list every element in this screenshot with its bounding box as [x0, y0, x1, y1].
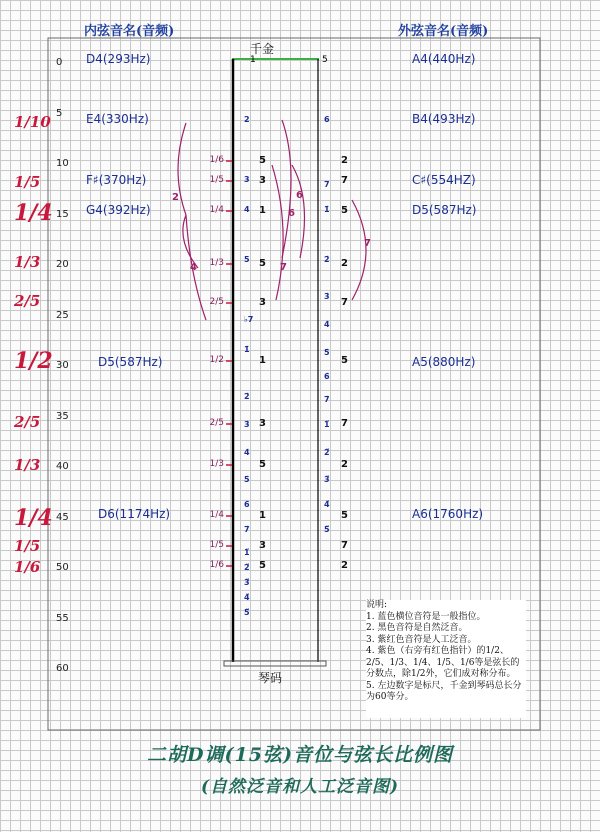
- outer-string-note: 7: [324, 180, 330, 189]
- inner-string-note: 2̇: [244, 392, 250, 401]
- outer-string-note: 1̈: [324, 420, 330, 429]
- harmonic-mark: 1/4: [209, 205, 224, 215]
- scale-number: 50: [56, 562, 69, 573]
- fraction-label: 1/6: [14, 558, 41, 576]
- inner-string-note: 7̇: [244, 525, 250, 534]
- harmonic-outer-note: 2: [341, 258, 348, 269]
- outer-note: D5(587Hz): [412, 203, 477, 217]
- harmonic-inner-note: 3: [259, 540, 266, 551]
- inner-string-note: 3̈: [244, 578, 250, 587]
- outer-string-note: 6: [324, 115, 330, 124]
- harmonic-mark: 1/3: [209, 459, 224, 469]
- inner-string-note: 4̈: [244, 593, 250, 602]
- artificial-harmonic-note: 7: [364, 238, 371, 249]
- harmonic-outer-note: 7: [341, 175, 348, 186]
- inner-string-note: 5̈: [244, 608, 250, 617]
- note-line: 2. 黑色音符是自然泛音。: [366, 623, 468, 633]
- inner-string-note: 3: [244, 175, 250, 184]
- artificial-harmonic-note: 2: [172, 192, 179, 203]
- inner-string-note: 3̇: [244, 420, 250, 429]
- harmonic-mark: 1/5: [209, 540, 224, 550]
- note-line: 5. 左边数字是标尺，千金到琴码总长分为60等分。: [366, 680, 522, 702]
- outer-string-note: 3̇: [324, 292, 330, 301]
- outer-note: C♯(554HZ): [412, 173, 476, 187]
- harmonic-mark: 1/2: [209, 355, 224, 365]
- harmonic-mark: 2/5: [209, 297, 224, 307]
- outer-header: 外弦音名(音频): [398, 24, 489, 39]
- harmonic-outer-note: 7: [341, 418, 348, 429]
- note-line: 1. 蓝色横位音符是一般指位。: [366, 611, 486, 622]
- outer-string-note: 5̇: [324, 348, 330, 357]
- harmonic-inner-note: 5: [259, 258, 266, 269]
- outer-note: A5(880Hz): [412, 355, 476, 369]
- artificial-harmonic-note: 6: [296, 190, 303, 201]
- inner-note: G4(392Hz): [86, 203, 151, 217]
- harmonic-inner-note: 3: [259, 175, 266, 186]
- outer-string-note: 7̇: [324, 395, 330, 404]
- bridge: [224, 661, 326, 666]
- outer-string-note: 4̈: [324, 500, 330, 509]
- artificial-harmonic-note: 6: [288, 208, 295, 219]
- fraction-label: 1/10: [14, 113, 51, 131]
- scale-number: 30: [56, 360, 69, 371]
- outer-note: B4(493Hz): [412, 112, 476, 126]
- fraction-label: 1/4: [14, 200, 53, 226]
- inner-string-note: 2̈: [244, 563, 250, 572]
- scale-number: 10: [56, 158, 69, 169]
- scale-number: 15: [56, 209, 69, 220]
- inner-string-note: 1̇: [244, 345, 250, 354]
- harmonic-inner-note: 5: [259, 155, 266, 166]
- notes-title: 说明:: [366, 600, 388, 610]
- scale-number: 25: [56, 310, 69, 321]
- harmonic-inner-note: 1: [259, 355, 266, 366]
- harmonic-mark: 1/6: [209, 155, 224, 165]
- scale-number: 0: [56, 57, 63, 68]
- harmonic-inner-note: 3: [259, 418, 266, 429]
- harmonic-mark: 1/4: [209, 510, 224, 520]
- notes-box: [366, 600, 526, 718]
- inner-string-note: 6̇: [244, 500, 250, 509]
- inner-header: 内弦音名(音频): [84, 24, 175, 39]
- fraction-label: 2/5: [14, 292, 41, 310]
- scale-number: 5: [56, 108, 63, 119]
- inner-note: F♯(370Hz): [86, 173, 147, 187]
- fraction-label: 1/3: [14, 456, 41, 474]
- inner-note: D4(293Hz): [86, 52, 151, 66]
- scale-number: 40: [56, 461, 69, 472]
- scale-number: 60: [56, 663, 69, 674]
- outer-string-note: 1̇: [324, 205, 330, 214]
- title-line-2: (自然泛音和人工泛音图): [200, 777, 400, 797]
- inner-string-note: ♭7: [244, 315, 254, 324]
- pointer-group: [226, 161, 232, 566]
- harmonic-mark: 1/3: [209, 258, 224, 268]
- harmonic-outer-note: 5: [341, 510, 348, 521]
- scale-number: 45: [56, 512, 69, 523]
- arc-7a: [272, 165, 283, 300]
- scale-number: 55: [56, 613, 69, 624]
- scale-number: 20: [56, 259, 69, 270]
- inner-string-note: 4: [244, 205, 250, 214]
- artificial-harmonic-note: 7: [280, 262, 287, 273]
- inner-string-note: 4̇: [244, 448, 250, 457]
- title-line-1: 二胡D调(15弦)音位与弦长比例图: [147, 744, 453, 766]
- qinma-label: 琴码: [258, 671, 283, 685]
- arc-2: [178, 123, 186, 215]
- outer-top-number: 5: [322, 55, 328, 65]
- outer-string-note: 5̈: [324, 525, 330, 534]
- outer-string-note: 4̇: [324, 320, 330, 329]
- scale-number: 35: [56, 411, 69, 422]
- harmonic-inner-note: 1: [259, 205, 266, 216]
- inner-note: D6(1174Hz): [98, 507, 171, 521]
- inner-string-note: 5̇: [244, 475, 250, 484]
- outer-note: A4(440Hz): [412, 52, 476, 66]
- harmonic-outer-note: 2: [341, 155, 348, 166]
- outer-string-note: 2̇: [324, 255, 330, 264]
- fraction-label: 2/5: [14, 413, 41, 431]
- arc-7b: [352, 200, 366, 300]
- fraction-label: 1/5: [14, 537, 41, 555]
- fraction-label: 1/2: [14, 348, 53, 374]
- harmonic-mark: 2/5: [209, 418, 224, 428]
- inner-string-note: 1̈: [244, 548, 250, 557]
- note-line: 4. 紫色（右旁有红色指针）的1/2、2/5、1/3、1/4、1/5、1/6等是弦长的分数点，除1/2外，它们成对称分布。: [366, 646, 520, 679]
- artificial-harmonic-note: 4: [190, 262, 197, 273]
- harmonic-inner-note: 5: [259, 459, 266, 470]
- inner-string-note: 5: [244, 255, 250, 264]
- harmonic-outer-note: 5: [341, 205, 348, 216]
- harmonic-inner-note: 3: [259, 297, 266, 308]
- outer-string-note: 2̈: [324, 448, 330, 457]
- outer-note: A6(1760Hz): [412, 507, 484, 521]
- harmonic-outer-note: 7: [341, 540, 348, 551]
- fraction-label: 1/5: [14, 173, 41, 191]
- harmonic-outer-note: 2: [341, 459, 348, 470]
- harmonic-outer-note: 5: [341, 355, 348, 366]
- qianjin-label: 千金: [250, 42, 275, 56]
- inner-note: D5(587Hz): [98, 355, 163, 369]
- harmonic-outer-note: 2: [341, 560, 348, 571]
- fraction-label: 1/3: [14, 253, 41, 271]
- fraction-label: 1/4: [14, 505, 53, 531]
- harmonic-inner-note: 5: [259, 560, 266, 571]
- outer-string-note: 6̇: [324, 372, 330, 381]
- harmonic-outer-note: 7: [341, 297, 348, 308]
- harmonic-mark: 1/5: [209, 175, 224, 185]
- harmonic-mark: 1/6: [209, 560, 224, 570]
- inner-top-number: 1: [250, 55, 256, 65]
- outer-string-note: 3̈: [324, 475, 330, 484]
- harmonic-inner-note: 1: [259, 510, 266, 521]
- inner-string-note: 2: [244, 115, 250, 124]
- inner-note: E4(330Hz): [86, 112, 149, 126]
- note-line: 3. 紫红色音符是人工泛音。: [366, 634, 477, 645]
